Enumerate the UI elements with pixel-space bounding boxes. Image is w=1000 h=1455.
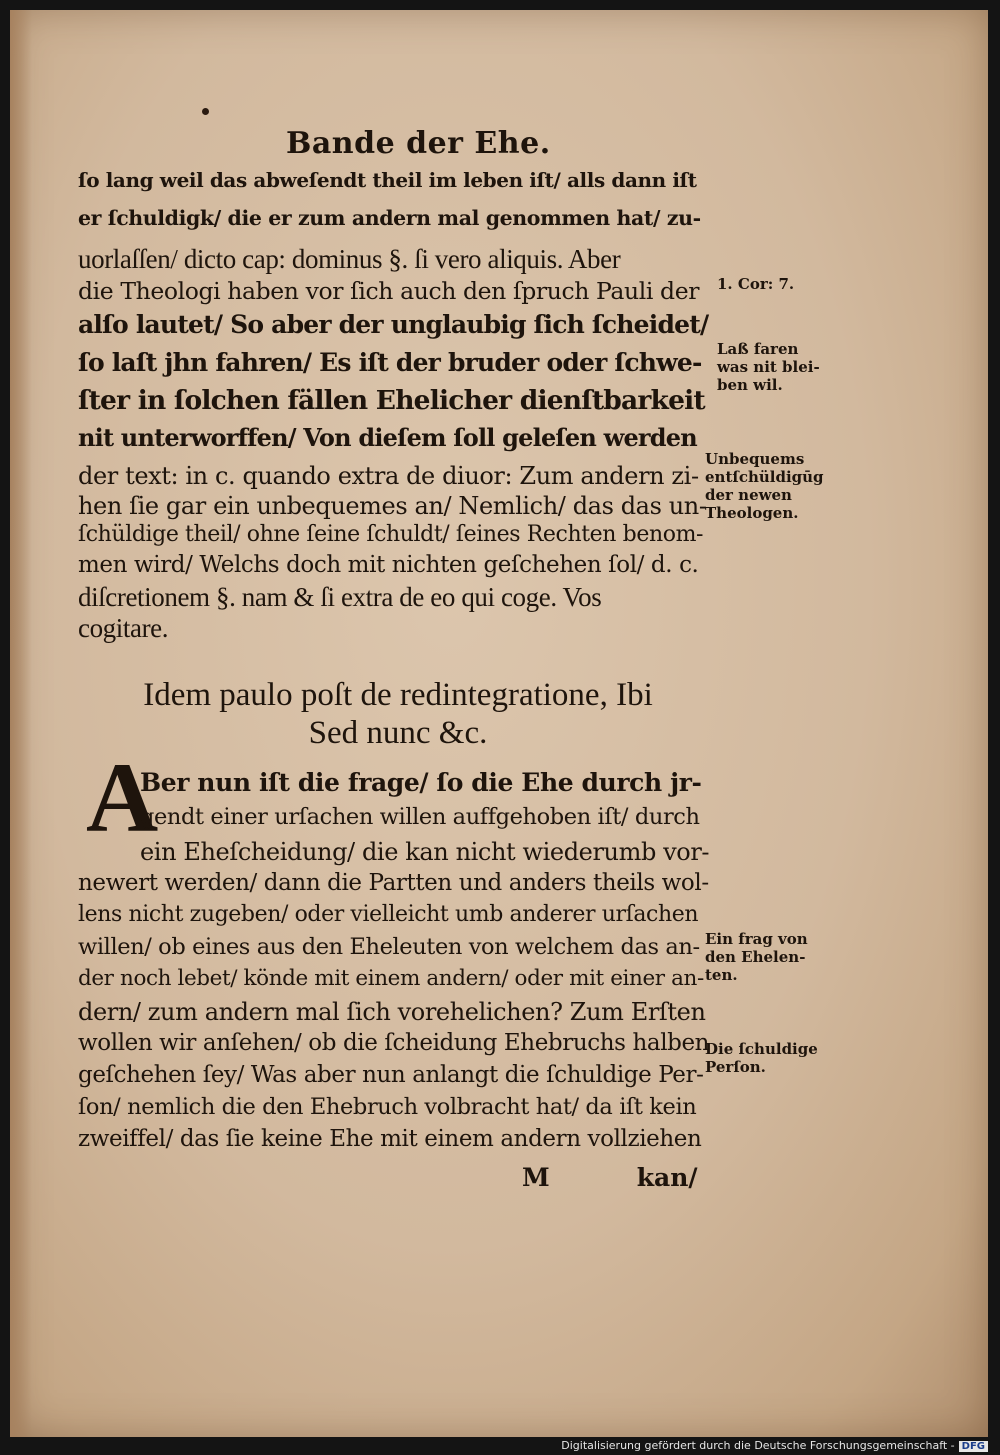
section-heading-line-2: Sed nunc &c. bbox=[308, 715, 488, 751]
footer-text: Digitalisierung gefördert durch die Deutsche Forschungsgemeinschaft - bbox=[561, 1439, 955, 1452]
text-line: ſon/ nemlich die den Ehebruch volbracht hat/ da iſt kein bbox=[78, 1094, 697, 1120]
text-line: die Theologi haben vor ſich auch den ſpruch Pauli der bbox=[78, 277, 700, 305]
margin-note-line: 1. Cor: 7. bbox=[717, 275, 795, 293]
dfg-logo: DFG bbox=[959, 1441, 988, 1452]
catchword: M kan/ bbox=[522, 1163, 698, 1192]
running-head: Bande der Ehe. bbox=[286, 126, 551, 161]
text-line: newert werden/ dann die Partten und anders theils wol- bbox=[78, 870, 709, 896]
margin-note bbox=[717, 340, 820, 394]
text-line: hen ſie gar ein unbequemes an/ Nemlich/ das das un- bbox=[78, 492, 707, 520]
margin-note-line: Theologen. bbox=[705, 504, 799, 522]
margin-note bbox=[705, 1040, 818, 1076]
margin-note bbox=[705, 930, 808, 984]
text-line: alſo lautet/ So aber der unglaubig ſich ſcheidet/ bbox=[78, 310, 709, 339]
margin-note-line: ben wil. bbox=[717, 376, 783, 394]
text-line: ſter in ſolchen fällen Ehelicher dienſtbarkeit bbox=[78, 385, 705, 416]
margin-note-line: Laß faren bbox=[717, 340, 799, 358]
text-line: wollen wir anſehen/ ob die ſcheidung Ehebruchs halben bbox=[78, 1030, 710, 1056]
margin-note-line: Ein frag von bbox=[705, 930, 808, 948]
margin-note-line: entſchüldigūg bbox=[705, 468, 824, 486]
margin-note-line: den Ehelen- bbox=[705, 948, 806, 966]
scanned-page bbox=[10, 10, 988, 1437]
text-line: Ber nun iſt die frage/ ſo die Ehe durch jr- bbox=[140, 768, 702, 797]
text-line: der text: in c. quando extra de diuor: Zum andern zi- bbox=[78, 462, 699, 490]
text-line: diſcretionem §. nam & ſi extra de eo qui coge. Vos bbox=[78, 582, 602, 612]
margin-note-line: der newen bbox=[705, 486, 792, 504]
text-line: nit unterworffen/ Von dieſem ſoll geleſen werden bbox=[78, 423, 697, 452]
text-line: zweiffel/ das ſie keine Ehe mit einem andern vollziehen bbox=[78, 1126, 702, 1152]
margin-note-line: Perſon. bbox=[705, 1058, 766, 1076]
digitization-credit bbox=[561, 1439, 988, 1452]
text-line: cogitare. bbox=[78, 613, 169, 643]
margin-note-line: ten. bbox=[705, 966, 738, 984]
margin-note bbox=[705, 450, 824, 522]
text-line: ſo lang weil das abweſendt theil im leben iſt/ alls dann iſt bbox=[78, 168, 697, 192]
text-line: willen/ ob eines aus den Eheleuten von welchem das an- bbox=[78, 934, 700, 960]
text-line: der noch lebet/ könde mit einem andern/ oder mit einer an- bbox=[78, 966, 704, 991]
margin-note-line: Die ſchuldige bbox=[705, 1040, 818, 1058]
text-line: uorlaſſen/ dicto cap: dominus §. ſi vero aliquis. Aber bbox=[78, 244, 621, 274]
text-line: er ſchuldigk/ die er zum andern mal genommen hat/ zu- bbox=[78, 206, 701, 230]
text-line: lens nicht zugeben/ oder vielleicht umb anderer urſachen bbox=[78, 902, 699, 927]
margin-note bbox=[717, 275, 794, 293]
text-line: ſo laſt jhn fahren/ Es iſt der bruder oder ſchwe- bbox=[78, 348, 702, 377]
section-heading-line-1: Idem paulo poſt de redintegratione, Ibi bbox=[143, 677, 653, 713]
text-line: gendt einer urſachen willen auffgehoben iſt/ durch bbox=[140, 804, 700, 830]
text-line: ſchüldige theil/ ohne ſeine ſchuldt/ ſeines Rechten benom- bbox=[78, 522, 704, 547]
margin-note-line: was nit blei- bbox=[717, 358, 820, 376]
text-line: geſchehen ſey/ Was aber nun anlangt die ſchuldige Per- bbox=[78, 1062, 704, 1088]
text-line: men wird/ Welchs doch mit nichten geſchehen ſol/ d. c. bbox=[78, 552, 699, 578]
text-line: ein Eheſcheidung/ die kan nicht wiederumb vor- bbox=[140, 838, 710, 866]
ink-dot bbox=[202, 108, 209, 115]
text-line: dern/ zum andern mal ſich vorehelichen? Zum Erſten bbox=[78, 998, 706, 1026]
margin-note-line: Unbequems bbox=[705, 450, 805, 468]
drop-cap: A bbox=[86, 742, 159, 853]
